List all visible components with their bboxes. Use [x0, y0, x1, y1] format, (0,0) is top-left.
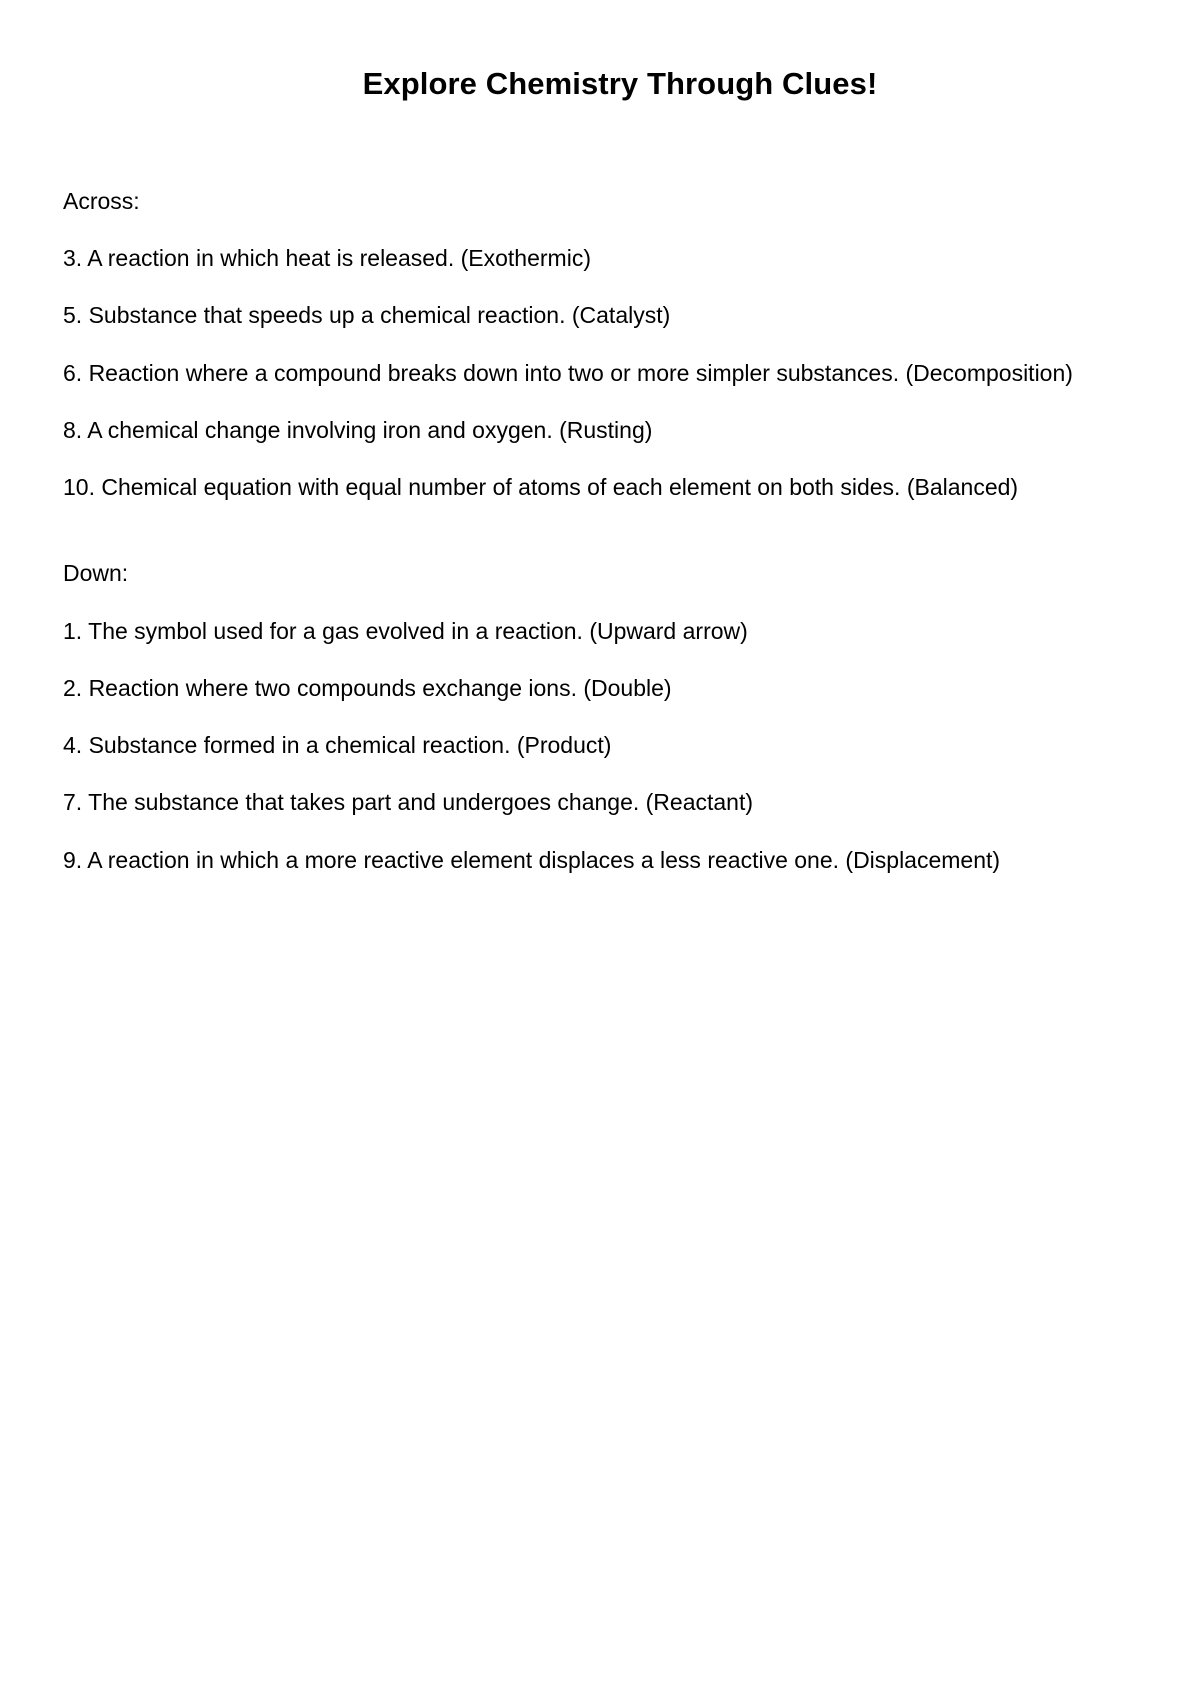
down-heading: Down: [63, 560, 129, 586]
down-clue: 7. The substance that takes part and undergoes change. (Reactant) [63, 789, 754, 815]
across-clue: 8. A chemical change involving iron and oxygen. (Rusting) [63, 417, 653, 443]
down-clue: 2. Reaction where two compounds exchange ions. (Double) [63, 675, 672, 701]
page-title: Explore Chemistry Through Clues! [362, 66, 878, 101]
across-heading: Across: [63, 188, 140, 214]
down-clue: 4. Substance formed in a chemical reaction. (Product) [63, 732, 612, 758]
across-clue: 6. Reaction where a compound breaks down into two or more simpler substances. (Decomposition) [63, 360, 1073, 386]
down-clue: 1. The symbol used for a gas evolved in a reaction. (Upward arrow) [63, 618, 748, 644]
down-clue: 9. A reaction in which a more reactive element displaces a less reactive one. (Displacement) [63, 847, 1001, 873]
across-clue: 5. Substance that speeds up a chemical reaction. (Catalyst) [63, 302, 671, 328]
across-clue: 3. A reaction in which heat is released. (Exothermic) [63, 245, 591, 271]
across-clue: 10. Chemical equation with equal number of atoms of each element on both sides. (Balanced) [63, 474, 1019, 500]
